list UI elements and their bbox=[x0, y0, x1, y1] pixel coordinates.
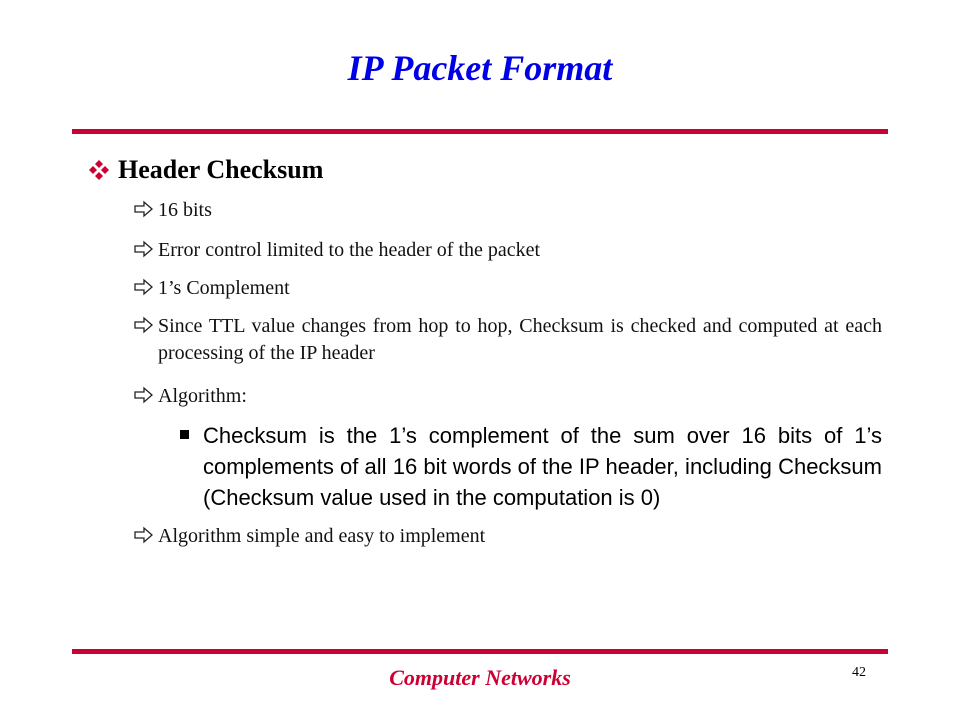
list-item-text: Algorithm simple and easy to implement bbox=[158, 525, 486, 547]
heading-item bbox=[88, 152, 323, 188]
square-icon bbox=[180, 430, 189, 439]
outline-arrow-icon bbox=[134, 239, 154, 259]
list-item bbox=[134, 275, 882, 302]
list-item bbox=[134, 197, 882, 224]
diamond-cluster-icon bbox=[88, 159, 110, 181]
page-number: 42 bbox=[852, 665, 866, 680]
list-item bbox=[134, 313, 882, 367]
list-item-text: Algorithm: bbox=[158, 385, 247, 407]
list-item-text: Error control limited to the header of the packet bbox=[158, 239, 541, 261]
list-item bbox=[134, 237, 882, 264]
outline-arrow-icon bbox=[134, 315, 154, 335]
list-item bbox=[134, 383, 882, 410]
sub-list-item bbox=[180, 420, 882, 513]
slide-title: IP Packet Format bbox=[347, 48, 613, 88]
list-item bbox=[134, 523, 882, 550]
list-item-text: 16 bits bbox=[158, 199, 212, 221]
sub-list-item-text: Checksum is the 1’s complement of the sum over 16 bits of 1’s complements of all 16 bit words of the IP header, including Checksum (Checksum value used in the computation is 0) bbox=[203, 423, 882, 510]
outline-arrow-icon bbox=[134, 277, 154, 297]
footer-title: Computer Networks bbox=[389, 665, 571, 690]
outline-arrow-icon bbox=[134, 199, 154, 219]
list-item-text: 1’s Complement bbox=[158, 277, 290, 299]
heading-text: Header Checksum bbox=[118, 155, 324, 184]
outline-arrow-icon bbox=[134, 525, 154, 545]
outline-arrow-icon bbox=[134, 385, 154, 405]
bottom-divider bbox=[72, 649, 888, 654]
list-item-text: Since TTL value changes from hop to hop, Checksum is checked and computed at each processing of the IP header bbox=[158, 315, 882, 364]
